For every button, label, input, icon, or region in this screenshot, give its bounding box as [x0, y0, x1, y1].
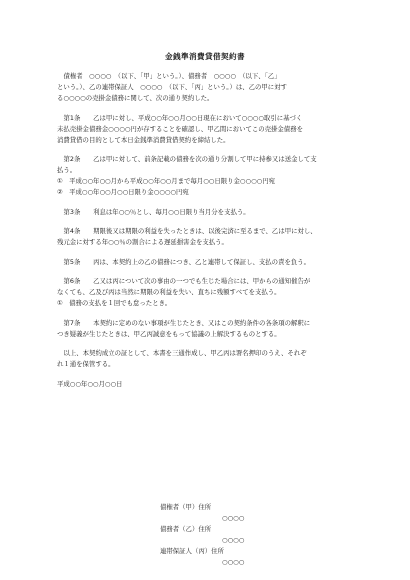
article-line: 残元金に対する年○○％の割合による遅延損害金を支払う。: [57, 238, 228, 246]
article-4: [57, 226, 355, 248]
signatory-role: 債務者（乙）住所: [160, 525, 212, 533]
signatory-name: ○○○○: [222, 558, 245, 566]
document-title: 金銭準消費貸借契約書: [165, 52, 245, 61]
preamble-line: る○○○○の売掛金債務に関して、次の通り契約した。: [57, 94, 214, 102]
article-line: 第5条 丙は、本契約上の乙の債務につき、乙と連帯して保証し、支払の責を負う。: [63, 257, 311, 266]
preamble-line: という。）、乙の連帯保証人 ○○○○ （以下、「丙」という。）は、乙の甲に対す: [57, 83, 287, 91]
article-7: [57, 318, 355, 340]
article-list-item: ② 平成○○年○○月○○日限り金○○○○円宛: [57, 188, 189, 196]
closing-line: れ１通を保管する。: [57, 360, 115, 368]
article-line: 消費貸借の目的として本日金銭準消費貸借契約を締結した。: [57, 135, 230, 144]
signatory-role: 債権者（甲）住所: [160, 503, 212, 511]
signatory-role: 連帯保証人（丙）住所: [160, 547, 224, 555]
article-line: 第3条 利息は年○○％とし、毎月○○日限り当月分を支払う。: [63, 207, 250, 216]
signature-block: [160, 502, 244, 568]
article-3: [57, 207, 355, 218]
preamble: [57, 71, 355, 104]
article-1: [57, 113, 355, 146]
document-body: [57, 71, 355, 390]
article-line: 第1条 乙は甲に対し、平成○○年○○月○○日現在において○○○○取引に基づく: [63, 113, 303, 122]
article-list-item: ① 債務の支払を１回でも怠ったとき。: [57, 299, 172, 307]
article-line: 第4条 期限後又は期限の利益を失ったときは、以後完済に至るまで、乙は甲に対し、: [63, 227, 317, 235]
article-line: 第6条 乙又は丙について次の事由の一つでも生じた場合には、甲からの通知催告が: [63, 277, 311, 285]
signatory-name: ○○○○: [222, 536, 245, 544]
article-list-item: ① 平成○○年○○月から平成○○年○○月まで毎月○○日限り金○○○○円宛: [57, 177, 275, 185]
closing-line: 以上、本契約成立の証として、本書を三通作成し、甲乙丙は署名押印のうえ、それぞ: [63, 349, 307, 357]
article-5: [57, 257, 355, 268]
preamble-line: 債権者 ○○○○ （以下、「甲」という。）、債務者 ○○○○ （以下、「乙」: [63, 72, 281, 80]
article-line: 第2条 乙は甲に対して、前条記載の債務を次の通り分割して甲に持参又は送金して支: [63, 155, 317, 163]
closing-statement: [57, 348, 355, 370]
article-line: 未払売掛金債務金○○○○円が存することを確認し、甲乙間においてこの売掛金債務を: [57, 124, 303, 133]
article-6: [57, 276, 355, 309]
article-line: 払う。: [57, 166, 77, 174]
signatory-name: ○○○○: [222, 514, 245, 522]
contract-date: 平成○○年○○月○○日: [57, 379, 123, 388]
article-line: なくても、乙及び丙は当然に期限の利益を失い、直ちに残額すべてを支払う。: [57, 288, 281, 296]
articles: [57, 113, 355, 340]
article-line: つき疑義が生じたときは、甲乙丙誠意をもって協議の上解決するものとする。: [57, 329, 281, 338]
article-line: 第7条 本契約に定めのない事項が生じたとき、又はこの契約条件の各条項の解釈に: [63, 318, 311, 327]
article-2: [57, 154, 355, 198]
